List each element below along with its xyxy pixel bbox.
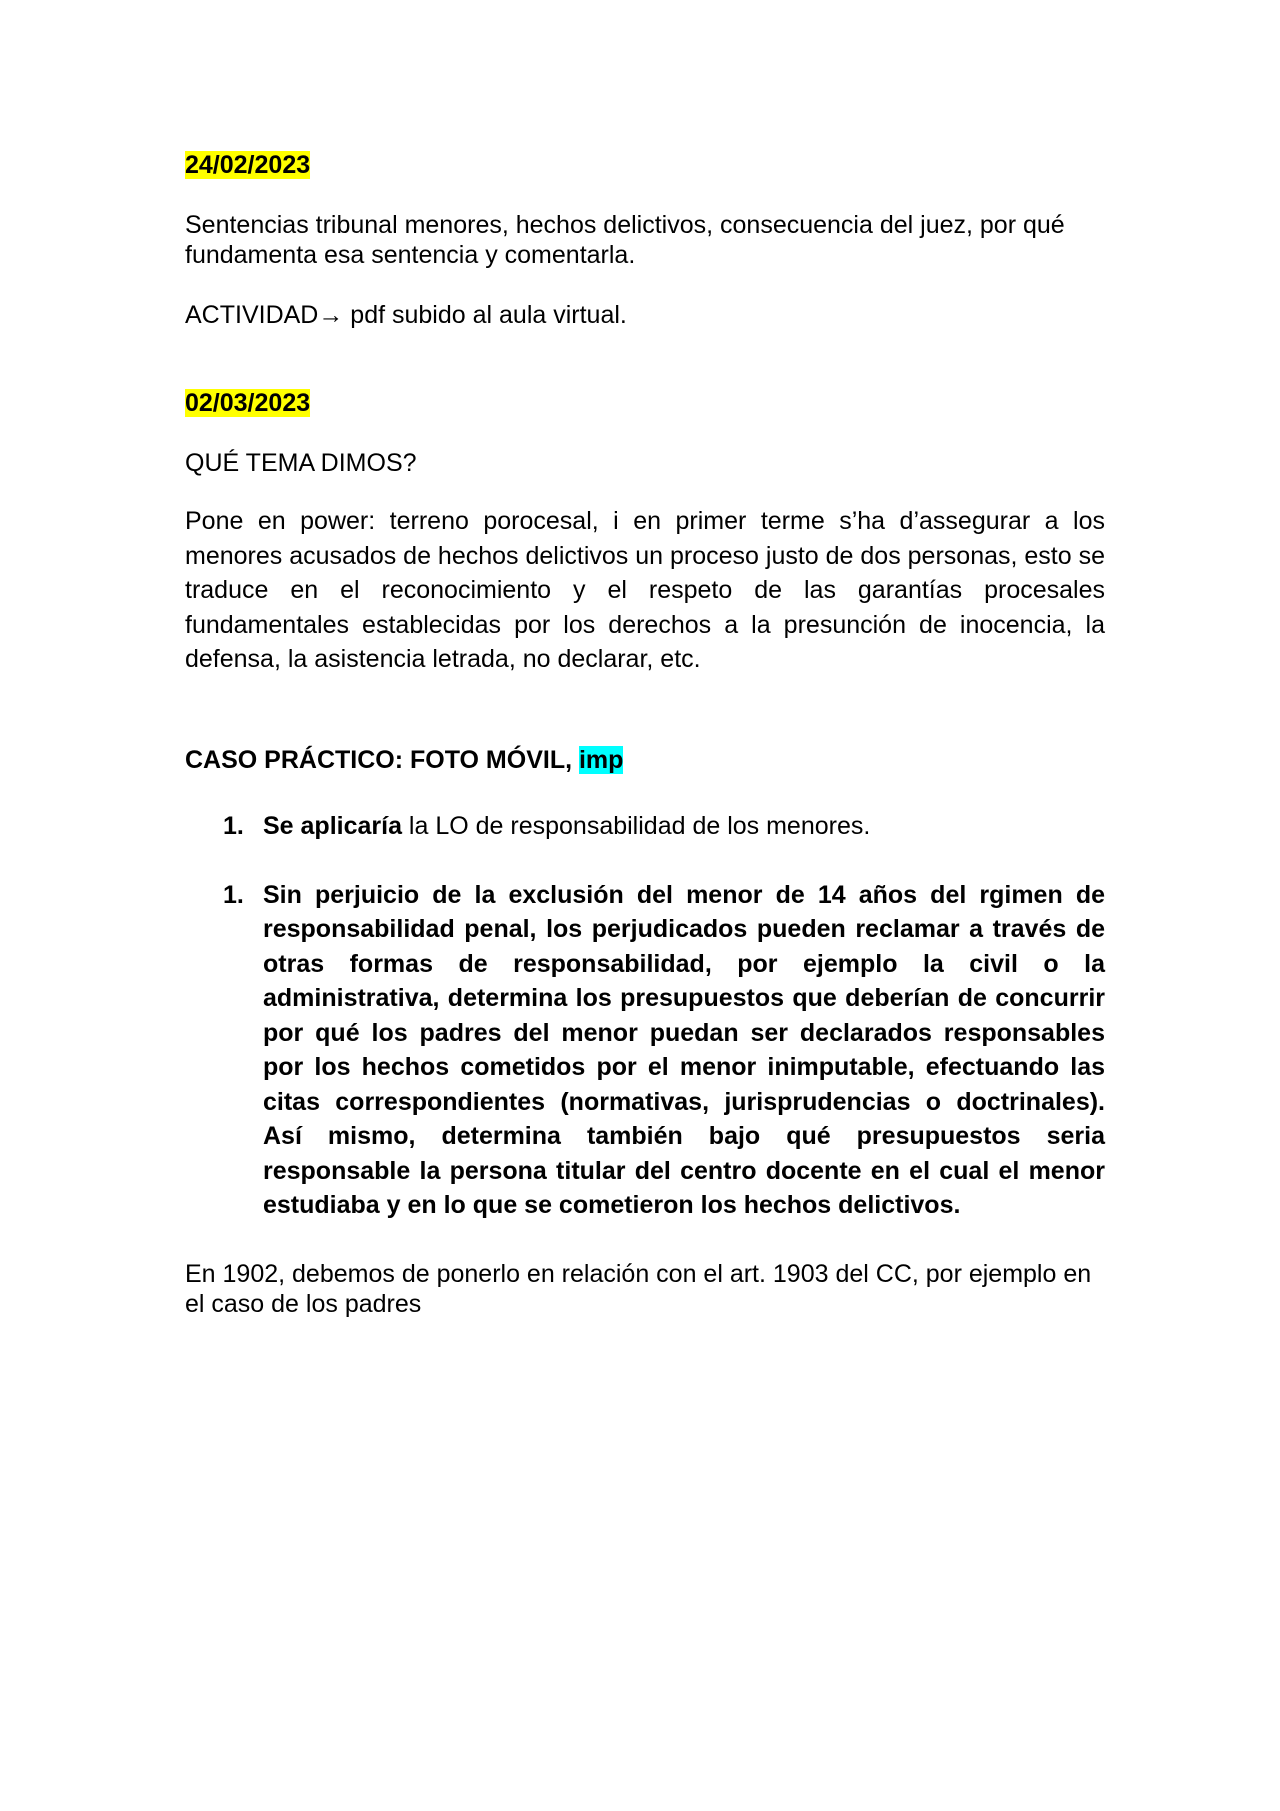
paragraph-actividad	[185, 300, 1105, 330]
paragraph-sentencias: Sentencias tribunal menores, hechos delictivos, consecuencia del juez, por qué fundamenta esa sentencia y comentarla.	[185, 211, 1065, 269]
case-title-imp-highlight: imp	[578, 745, 624, 774]
case-title	[185, 745, 1105, 775]
list-item-1-text: la LO de responsabilidad de los menores.	[401, 811, 871, 840]
actividad-label: ACTIVIDAD	[185, 301, 319, 329]
date-highlight-1: 24/02/2023	[185, 151, 311, 179]
arrow-right-icon: →	[318, 301, 344, 329]
list-item-1-bold: Se aplicaría	[263, 811, 402, 840]
list-number-2: 1.	[223, 880, 244, 909]
date-highlight-2: 02/03/2023	[185, 389, 311, 417]
case-title-text: CASO PRÁCTICO: FOTO MÓVIL,	[185, 745, 579, 774]
list-item-1	[185, 811, 1105, 841]
paragraph-closing: En 1902, debemos de ponerlo en relación con el art. 1903 del CC, por ejemplo en el caso de los padres	[185, 1259, 1092, 1318]
paragraph-pone-en-power: Pone en power: terreno porocesal, i en primer terme s’ha d’assegurar a los menores acusados de hechos delictivos un proceso justo de dos personas, esto se traduce en el reconocimiento y el respeto de las garantías procesales fundamentales establecidas por los derechos a la presunción de inocencia, la defensa, la asistencia letrada, no declarar, etc.	[185, 507, 1105, 673]
list-item-2	[185, 878, 1105, 1223]
date-heading-2	[185, 388, 1105, 418]
list-number-1: 1.	[223, 811, 244, 840]
actividad-text: pdf subido al aula virtual.	[343, 301, 627, 329]
paragraph-question: QUÉ TEMA DIMOS?	[185, 449, 417, 477]
document-page	[185, 150, 1105, 1319]
date-heading-1	[185, 150, 1105, 180]
list-item-2-text: Sin perjuicio de la exclusión del menor de 14 años del rgimen de responsabilidad penal, los perjudicados pueden reclamar a través de otras formas de responsabilidad, por ejemplo la civil o la administrativa, determina los presupuestos que deberían de concurrir por qué los padres del menor puedan ser declarados responsables por los hechos cometidos por el menor inimputable, efectuando las citas correspondientes (normativas, jurisprudencias o doctrinales). Así mismo, determina también bajo qué presupuestos seria responsable la persona titular del centro docente en el cual el menor estudiaba y en lo que se cometieron los hechos delictivos.	[263, 880, 1105, 1219]
